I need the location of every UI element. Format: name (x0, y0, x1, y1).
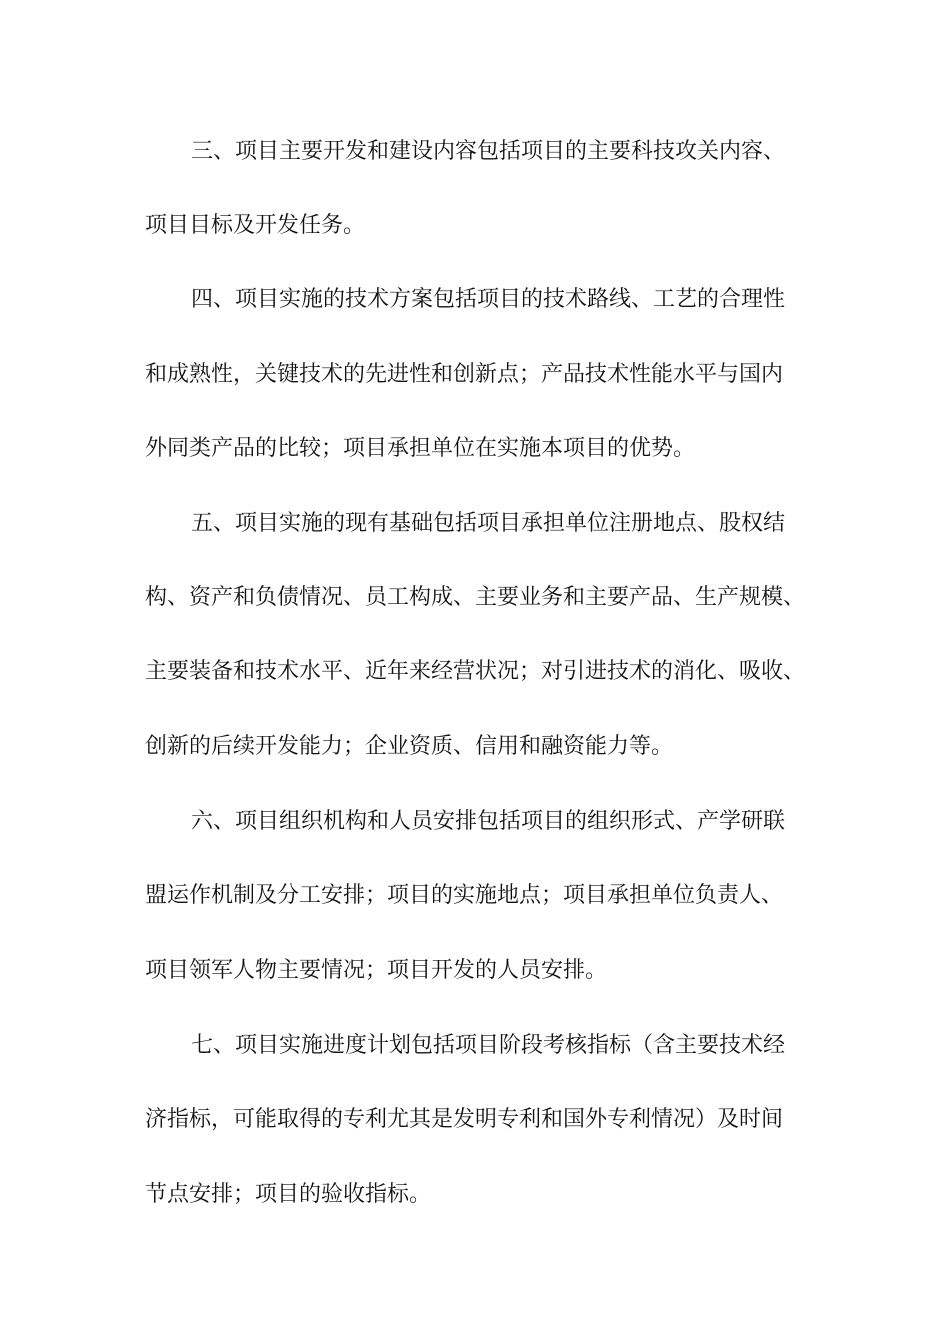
paragraph-5-line-4: 创新的后续开发能力；企业资质、信用和融资能力等。 (145, 734, 674, 759)
paragraph-5-line-1: 五、项目实施的现有基础包括项目承担单位注册地点、股权结 (191, 511, 786, 536)
paragraph-5-line-2: 构、资产和负债情况、员工构成、主要业务和主要产品、生产规模、 (145, 585, 806, 610)
paragraph-4-line-3: 外同类产品的比较；项目承担单位在实施本项目的优势。 (145, 436, 696, 461)
paragraph-7-line-2: 济指标，可能取得的专利尤其是发明专利和国外专利情况）及时间 (145, 1107, 784, 1132)
paragraph-4-line-1: 四、项目实施的技术方案包括项目的技术路线、工艺的合理性 (191, 287, 786, 312)
paragraph-7-line-1: 七、项目实施进度计划包括项目阶段考核指标（含主要技术经 (191, 1033, 786, 1058)
paragraph-6-line-2: 盟运作机制及分工安排；项目的实施地点；项目承担单位负责人、 (145, 883, 784, 908)
paragraph-4-line-2: 和成熟性，关键技术的先进性和创新点；产品技术性能水平与国内 (145, 362, 784, 387)
paragraph-3-line-2: 项目目标及开发任务。 (145, 213, 366, 238)
paragraph-6-line-1: 六、项目组织机构和人员安排包括项目的组织形式、产学研联 (191, 809, 786, 834)
paragraph-3-line-1: 三、项目主要开发和建设内容包括项目的主要科技攻关内容、 (191, 139, 786, 164)
paragraph-7-line-3: 节点安排；项目的验收指标。 (145, 1182, 432, 1207)
paragraph-6-line-3: 项目领军人物主要情况；项目开发的人员安排。 (145, 958, 608, 983)
paragraph-5-line-3: 主要装备和技术水平、近年来经营状况；对引进技术的消化、吸收、 (145, 659, 806, 684)
